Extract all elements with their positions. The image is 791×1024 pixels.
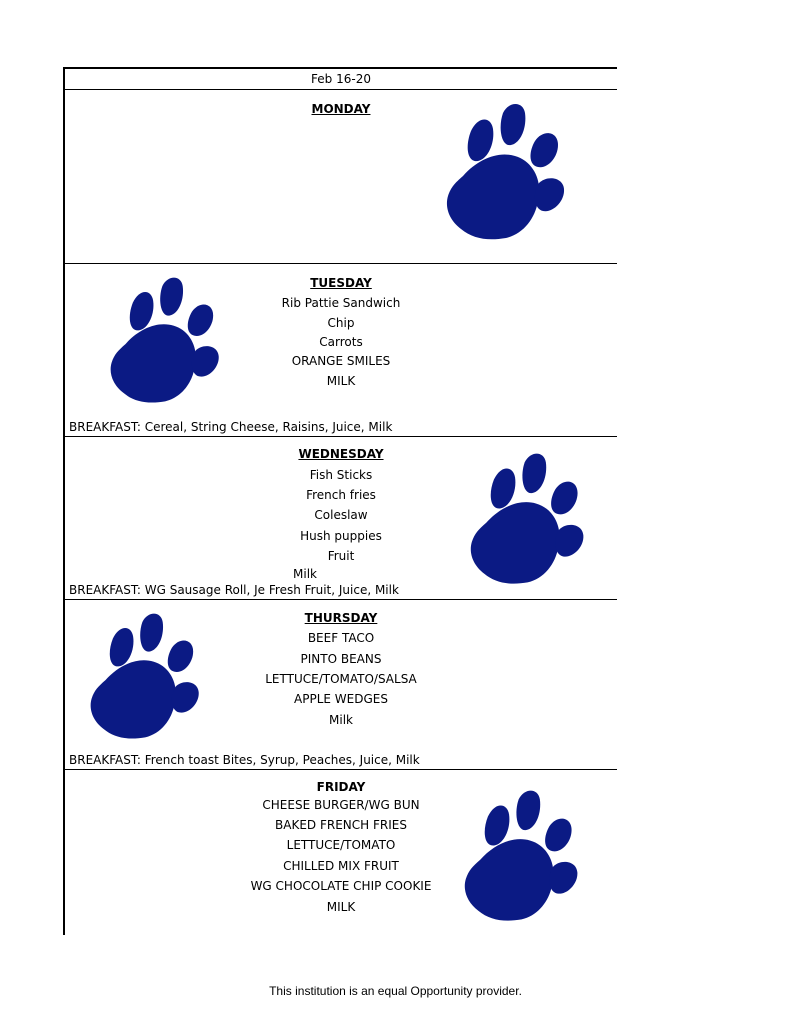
- menu-item: WG CHOCOLATE CHIP COOKIE: [250, 879, 432, 893]
- paw-print-icon: [107, 272, 227, 407]
- breakfast-text: BREAKFAST: French toast Bites, Syrup, Peaches, Juice, Milk: [69, 753, 420, 767]
- menu-item: Carrots: [319, 335, 363, 349]
- menu-item: LETTUCE/TOMATO/SALSA: [265, 672, 417, 686]
- menu-item: Rib Pattie Sandwich: [281, 296, 401, 310]
- day-row-thursday: [65, 600, 617, 770]
- menu-item: Hush puppies: [300, 529, 382, 543]
- footer-statement: This institution is an equal Opportunity provider.: [269, 984, 522, 998]
- menu-item: Milk: [329, 713, 353, 727]
- day-name: TUESDAY: [310, 276, 372, 290]
- date-header-row: [65, 67, 617, 90]
- menu-item: Chip: [327, 316, 355, 330]
- menu-item: BEEF TACO: [307, 631, 375, 645]
- day-row-friday: [65, 770, 617, 935]
- paw-print-icon: [87, 608, 207, 743]
- breakfast-text: BREAKFAST: Cereal, String Cheese, Raisins, Juice, Milk: [69, 420, 393, 434]
- day-row-monday: [65, 89, 617, 264]
- paw-print-icon: [443, 101, 573, 241]
- menu-item: PINTO BEANS: [300, 652, 382, 666]
- menu-item: Fish Sticks: [309, 468, 373, 482]
- menu-item: Fruit: [327, 549, 355, 563]
- menu-item: Milk: [293, 567, 317, 581]
- menu-item: APPLE WEDGES: [294, 692, 388, 706]
- day-name: FRIDAY: [316, 780, 366, 794]
- day-name: MONDAY: [311, 102, 371, 116]
- menu-item: MILK: [326, 900, 356, 914]
- paw-print-icon: [461, 785, 586, 925]
- lunch-menu-table: [63, 67, 617, 935]
- menu-item: BAKED FRENCH FRIES: [275, 818, 407, 832]
- day-name: THURSDAY: [304, 611, 378, 625]
- menu-item: Coleslaw: [314, 508, 368, 522]
- menu-item: MILK: [326, 374, 356, 388]
- day-row-wednesday: [65, 437, 617, 600]
- menu-item: LETTUCE/TOMATO: [286, 838, 396, 852]
- menu-item: French fries: [306, 488, 376, 502]
- menu-item: CHILLED MIX FRUIT: [283, 859, 399, 873]
- menu-item: CHEESE BURGER/WG BUN: [262, 798, 420, 812]
- menu-item: ORANGE SMILES: [291, 354, 391, 368]
- day-name: WEDNESDAY: [298, 447, 384, 461]
- breakfast-text: BREAKFAST: WG Sausage Roll, Je Fresh Fruit, Juice, Milk: [69, 583, 399, 597]
- date-range: Feb 16-20: [311, 72, 371, 86]
- paw-print-icon: [467, 449, 592, 587]
- day-row-tuesday: [65, 264, 617, 437]
